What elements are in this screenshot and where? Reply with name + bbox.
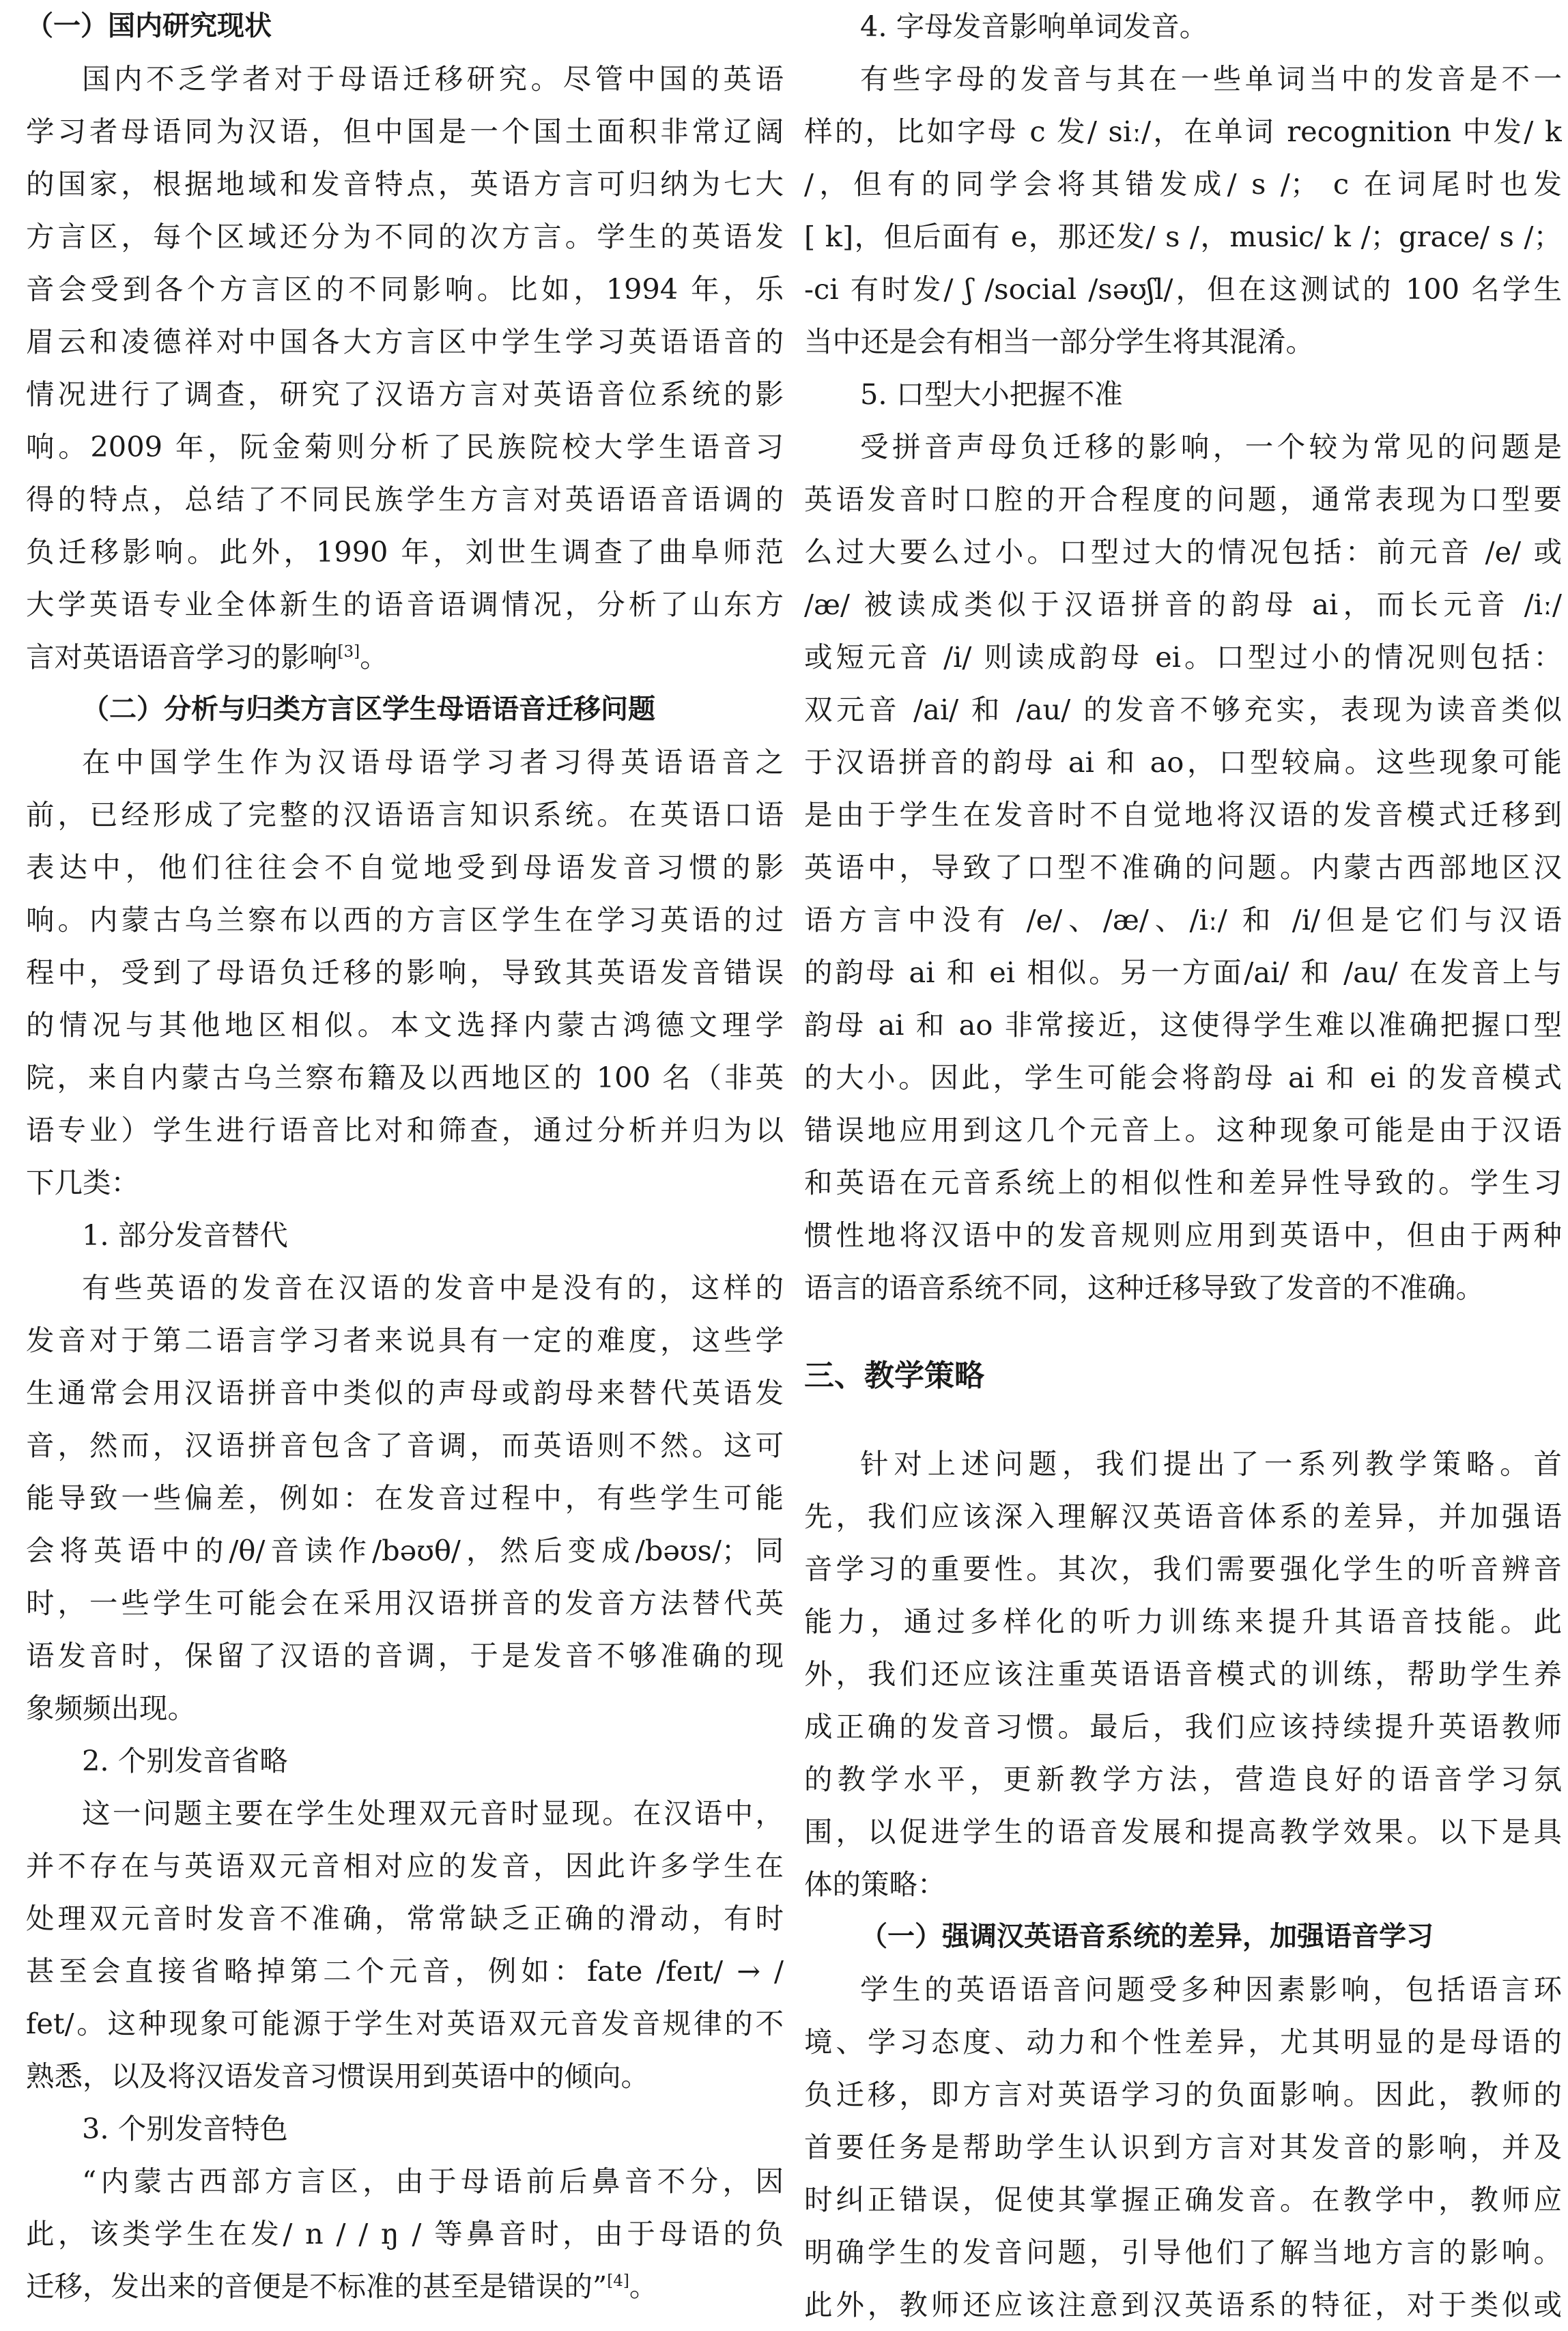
line-punctuation: 。	[629, 2270, 658, 2303]
text-line: 的国家，根据地域和发音特点，英语方言可归纳为七大	[26, 167, 784, 201]
text-line: 围，以促进学生的语音发展和提高教学效果。以下是具	[804, 1815, 1562, 1848]
section-spacer	[804, 1314, 1562, 1349]
text-line: /æ/ 被读成类似于汉语拼音的韵母 ai，而长元音 /iː/	[804, 588, 1562, 621]
text-line: 音，然而，汉语拼音包含了音调，而英语则不然。这可	[26, 1429, 784, 1462]
text-line: 么过大要么过小。口型过大的情况包括：前元音 /e/ 或	[804, 535, 1562, 569]
text-line: 学习者母语同为汉语，但中国是一个国土面积非常辽阔	[26, 115, 784, 148]
paragraph-first-line: 1. 部分发音替代	[82, 1218, 288, 1252]
citation-marker: [4]	[607, 2272, 629, 2291]
text-line: 眉云和凌德祥对中国各大方言区中学生学习英语语音的	[26, 325, 784, 358]
paragraph-first-line: 3. 个别发音特色	[82, 2112, 288, 2145]
paragraph-first-line: 这一问题主要在学生处理双元音时显现。在汉语中，	[82, 1797, 784, 1830]
text-line: 发音对于第二语言学习者来说具有一定的难度，这些学	[26, 1324, 784, 1357]
text-line: 甚至会直接省略掉第二个元音，例如：fate /feɪt/ → /	[26, 1954, 784, 1988]
text-line: 英语发音时口腔的开合程度的问题，通常表现为口型要	[804, 483, 1562, 516]
paragraph-first-line: 有些字母的发音与其在一些单词当中的发音是不一	[860, 62, 1562, 96]
subsection-heading: （二）分析与归类方言区学生母语语音迁移问题	[82, 693, 655, 725]
text-line: 负迁移影响。此外，1990 年，刘世生调查了曲阜师范	[26, 535, 784, 569]
line-text: 言对英语语音学习的影响	[26, 640, 338, 674]
text-line: 时纠正错误，促使其掌握正确发音。在教学中，教师应	[804, 2183, 1562, 2216]
paragraph-first-line: 在中国学生作为汉语母语学习者习得英语语音之	[82, 745, 784, 779]
text-line: 于汉语拼音的韵母 ai 和 ao，口型较扁。这些现象可能	[804, 745, 1562, 779]
paragraph-first-line: 针对上述问题，我们提出了一系列教学策略。首	[860, 1447, 1562, 1481]
text-line	[26, 2260, 784, 2313]
text-line: 成正确的发音习惯。最后，我们应该持续提升英语教师	[804, 1710, 1562, 1743]
right-column	[804, 0, 1562, 2331]
text-line: 生通常会用汉语拼音中类似的声母或韵母来替代英语发	[26, 1376, 784, 1410]
text-line: /，但有的同学会将其错发成/ s /； c 在词尾时也发	[804, 167, 1562, 201]
text-line: 此外，教师还应该注意到汉英语系的特征，对于类似或	[804, 2288, 1562, 2321]
left-column	[26, 0, 784, 2313]
text-line: [ k]，但后面有 e，那还发/ s /，music/ k /；grace/ s /；	[804, 220, 1562, 253]
text-line: 表达中，他们往往会不自觉地受到母语发音习惯的影	[26, 850, 784, 884]
text-line: 音会受到各个方言区的不同影响。比如，1994 年，乐	[26, 272, 784, 306]
text-line: 象频频出现。	[26, 1691, 197, 1725]
text-line: 音学习的重要性。其次，我们需要强化学生的听音辨音	[804, 1552, 1562, 1586]
text-line: 的教学水平，更新教学方法，营造良好的语音学习氛	[804, 1762, 1562, 1796]
line-text: 迁移，发出来的音便是不标准的甚至是错误的”	[26, 2270, 608, 2303]
text-line	[26, 631, 784, 683]
text-line: 英语中，导致了口型不准确的问题。内蒙古西部地区汉	[804, 850, 1562, 884]
text-line: 时，一些学生可能会在采用汉语拼音的发音方法替代英	[26, 1586, 784, 1620]
text-line: 的韵母 ai 和 ei 相似。另一方面/ai/ 和 /au/ 在发音上与	[804, 956, 1562, 989]
text-line: 语方言中没有 /e/、/æ/、/iː/ 和 /i/但是它们与汉语	[804, 903, 1562, 936]
paragraph-first-line: “内蒙古西部方言区，由于母语前后鼻音不分，因	[82, 2164, 784, 2198]
text-line: 得的特点，总结了不同民族学生方言对英语语音语调的	[26, 483, 784, 516]
text-line: 响。内蒙古乌兰察布以西的方言区学生在学习英语的过	[26, 903, 784, 936]
text-line: 语言的语音系统不同，这种迁移导致了发音的不准确。	[804, 1271, 1485, 1304]
text-line: 或短元音 /i/ 则读成韵母 ei。口型过小的情况则包括：	[804, 640, 1562, 674]
text-line: 并不存在与英语双元音相对应的发音，因此许多学生在	[26, 1849, 784, 1883]
text-line: 双元音 /ai/ 和 /au/ 的发音不够充实，表现为读音类似	[804, 693, 1562, 726]
text-line: 错误地应用到这几个元音上。这种现象可能是由于汉语	[804, 1113, 1562, 1147]
text-line: 响。2009 年，阮金菊则分析了民族院校大学生语音习	[26, 430, 784, 463]
text-line: 前，已经形成了完整的汉语语言知识系统。在英语口语	[26, 798, 784, 831]
text-line: 能力，通过多样化的听力训练来提升其语音技能。此	[804, 1605, 1562, 1638]
text-line: 大学英语专业全体新生的语音语调情况，分析了山东方	[26, 588, 784, 621]
text-line: 程中，受到了母语负迁移的影响，导致其英语发音错误	[26, 956, 784, 989]
text-line: 院，来自内蒙古乌兰察布籍及以西地区的 100 名（非英	[26, 1061, 784, 1094]
text-line: 韵母 ai 和 ao 非常接近，这使得学生难以准确把握口型	[804, 1008, 1562, 1042]
text-line: 的情况与其他地区相似。本文选择内蒙古鸿德文理学	[26, 1008, 784, 1042]
paragraph-first-line: 受拼音声母负迁移的影响，一个较为常见的问题是	[860, 430, 1562, 463]
subsection-heading: （一）国内研究现状	[26, 10, 272, 42]
text-line: -ci 有时发/ ʃ /social /səʊʃl/，但在这测试的 100 名学生	[804, 272, 1562, 306]
paragraph-first-line: 学生的英语语音问题受多种因素影响，包括语言环	[860, 1973, 1562, 2006]
text-line: 先，我们应该深入理解汉英语音体系的差异，并加强语	[804, 1500, 1562, 1533]
paragraph-first-line: 有些英语的发音在汉语的发音中是没有的，这样的	[82, 1271, 784, 1304]
paragraph-first-line: 2. 个别发音省略	[82, 1744, 288, 1777]
text-line: 惯性地将汉语中的发音规则应用到英语中，但由于两种	[804, 1218, 1562, 1252]
text-line: 体的策略：	[804, 1868, 946, 1901]
text-line: 会将英语中的/θ/音读作/bəʊθ/，然后变成/bəʊs/；同	[26, 1534, 784, 1567]
subsection-heading: （一）强调汉英语音系统的差异，加强语音学习	[860, 1921, 1434, 1952]
text-line: 明确学生的发音问题，引导他们了解当地方言的影响。	[804, 2235, 1562, 2269]
text-line: 处理双元音时发音不准确，常常缺乏正确的滑动，有时	[26, 1902, 784, 1935]
text-line: 的大小。因此，学生可能会将韵母 ai 和 ei 的发音模式	[804, 1061, 1562, 1094]
text-line: 外，我们还应该注重英语语音模式的训练，帮助学生养	[804, 1657, 1562, 1691]
text-line: 境、学习态度、动力和个性差异，尤其明显的是母语的	[804, 2025, 1562, 2059]
text-line: 样的，比如字母 c 发/ siː/，在单词 recognition 中发/ k	[804, 115, 1562, 148]
text-line: 熟悉，以及将汉语发音习惯误用到英语中的倾向。	[26, 2059, 650, 2093]
paragraph-first-line: 5. 口型大小把握不准	[860, 377, 1123, 411]
text-line: 能导致一些偏差，例如：在发音过程中，有些学生可能	[26, 1481, 784, 1515]
text-line: 情况进行了调查，研究了汉语方言对英语音位系统的影	[26, 377, 784, 411]
text-line: 方言区，每个区域还分为不同的次方言。学生的英语发	[26, 220, 784, 253]
text-line: 负迁移，即方言对英语学习的负面影响。因此，教师的	[804, 2078, 1562, 2111]
paragraph-first-line: 国内不乏学者对于母语迁移研究。尽管中国的英语	[82, 62, 784, 96]
text-line: 此，该类学生在发/ n / / ŋ / 等鼻音时，由于母语的负	[26, 2217, 784, 2250]
text-line: 语专业）学生进行语音比对和筛查，通过分析并归为以	[26, 1113, 784, 1147]
text-line: 首要任务是帮助学生认识到方言对其发音的影响，并及	[804, 2130, 1562, 2164]
citation-marker: [3]	[337, 643, 360, 661]
text-line: 语发音时，保留了汉语的音调，于是发音不够准确的现	[26, 1639, 784, 1672]
paragraph-first-line: 4. 字母发音影响单词发音。	[860, 10, 1208, 43]
text-line: 当中还是会有相当一部分学生将其混淆。	[804, 325, 1315, 358]
text-line: 下几类：	[26, 1166, 140, 1199]
section-heading: 三、教学策略	[804, 1358, 984, 1393]
text-line: 和英语在元音系统上的相似性和差异性导致的。学生习	[804, 1166, 1562, 1199]
line-punctuation: 。	[360, 640, 388, 674]
text-line: fet/。这种现象可能源于学生对英语双元音发音规律的不	[26, 2007, 784, 2040]
section-spacer	[804, 1402, 1562, 1438]
text-line: 是由于学生在发音时不自觉地将汉语的发音模式迁移到	[804, 798, 1562, 831]
